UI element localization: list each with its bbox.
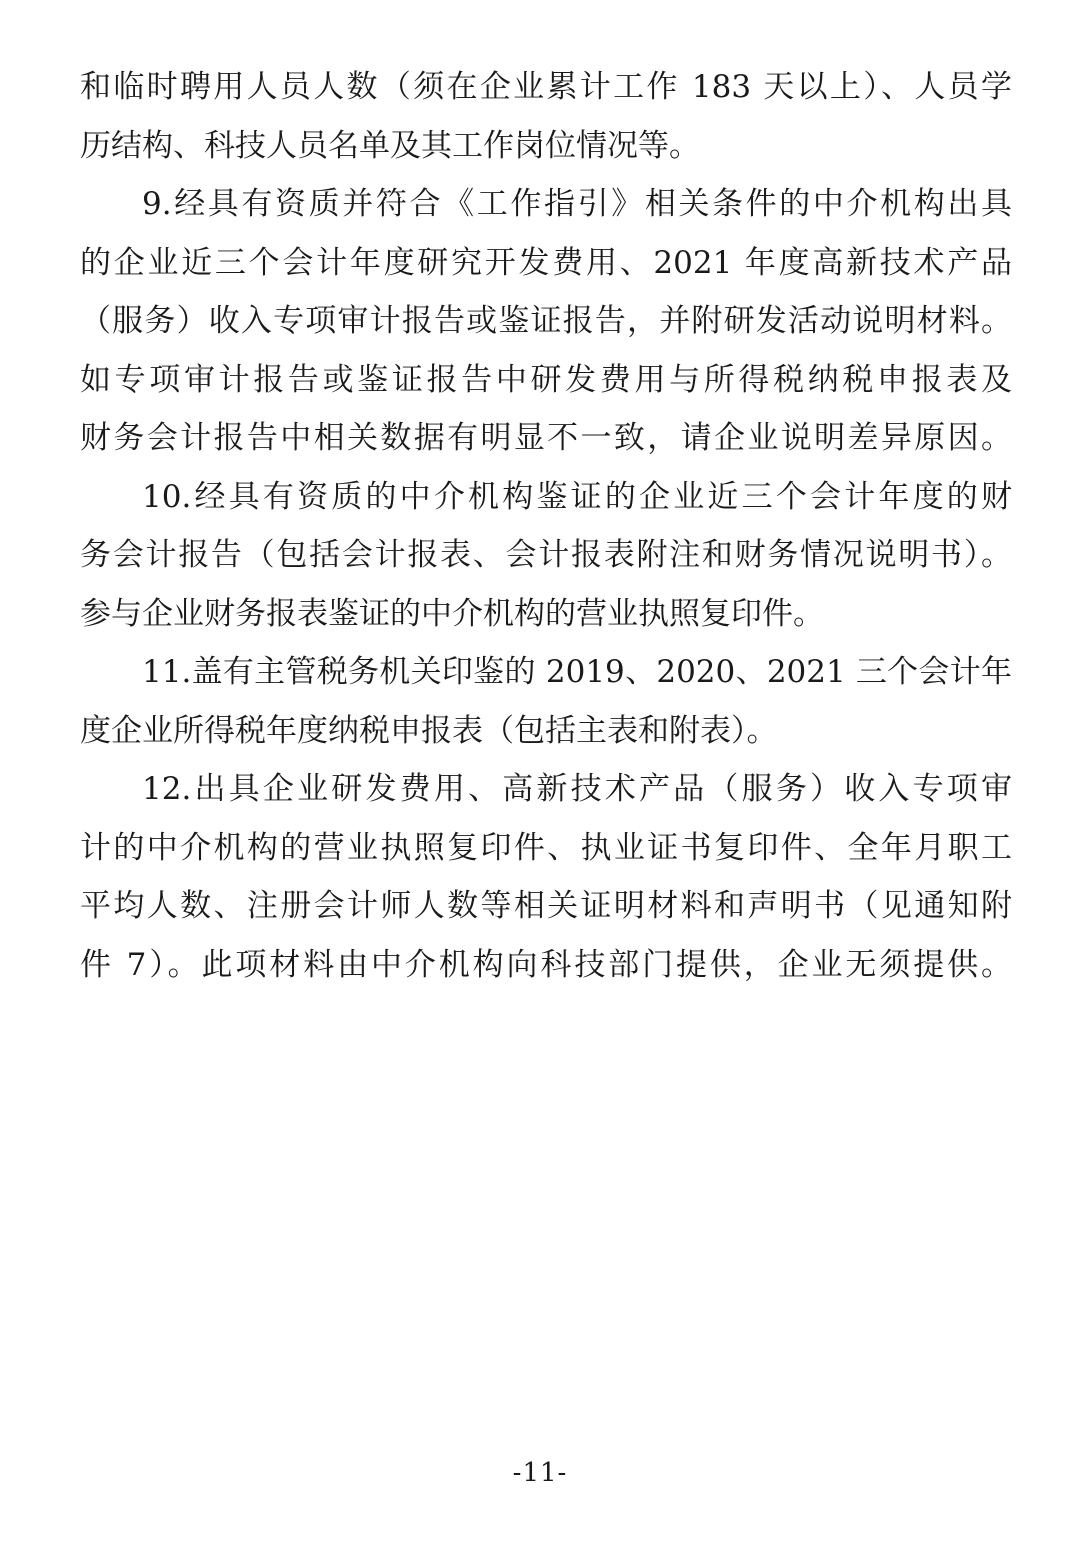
text-line: 历结构、科技人员名单及其工作岗位情况等。 [80, 127, 700, 164]
paragraph-item-12 [80, 760, 1012, 994]
page-number: -11- [512, 1458, 568, 1488]
text-line: 平均人数、注册会计师人数等相关证明材料和声明书（见通知附 [80, 888, 1012, 924]
paragraph-item-9 [80, 175, 1012, 468]
document-body [80, 58, 1012, 994]
text-line: 计的中介机构的营业执照复印件、执业证书复印件、全年月职工 [80, 829, 1012, 866]
paragraph-continuation [80, 58, 1012, 175]
text-line: 度企业所得税年度纳税申报表（包括主表和附表）。 [80, 712, 778, 749]
text-line: 11.盖有主管税务机关印鉴的 2019、2020、2021 三个会计年 [142, 654, 1012, 690]
text-line: 和临时聘用人员人数（须在企业累计工作 183 天以上）、人员学 [80, 69, 1012, 105]
paragraph-item-10 [80, 468, 1012, 644]
text-line: 参与企业财务报表鉴证的中介机构的营业执照复印件。 [80, 595, 824, 632]
text-line: 10.经具有资质的中介机构鉴证的企业近三个会计年度的财 [142, 478, 1012, 515]
text-line: 财务会计报告中相关数据有明显不一致，请企业说明差异原因。 [80, 420, 1012, 456]
text-line: （服务）收入专项审计报告或鉴证报告，并附研发活动说明材料。 [80, 303, 1012, 339]
text-line: 务会计报告（包括会计报表、会计报表附注和财务情况说明书）。 [80, 537, 1012, 573]
text-line: 的企业近三个会计年度研究开发费用、2021 年度高新技术产品 [80, 244, 1012, 281]
paragraph-item-11 [80, 643, 1012, 760]
text-line: 12.出具企业研发费用、高新技术产品（服务）收入专项审 [142, 771, 1012, 807]
text-line: 9.经具有资质并符合《工作指引》相关条件的中介机构出具 [142, 186, 1012, 222]
text-line: 如专项审计报告或鉴证报告中研发费用与所得税纳税申报表及 [80, 361, 1012, 398]
text-line: 件 7）。此项材料由中介机构向科技部门提供，企业无须提供。 [80, 946, 1012, 983]
